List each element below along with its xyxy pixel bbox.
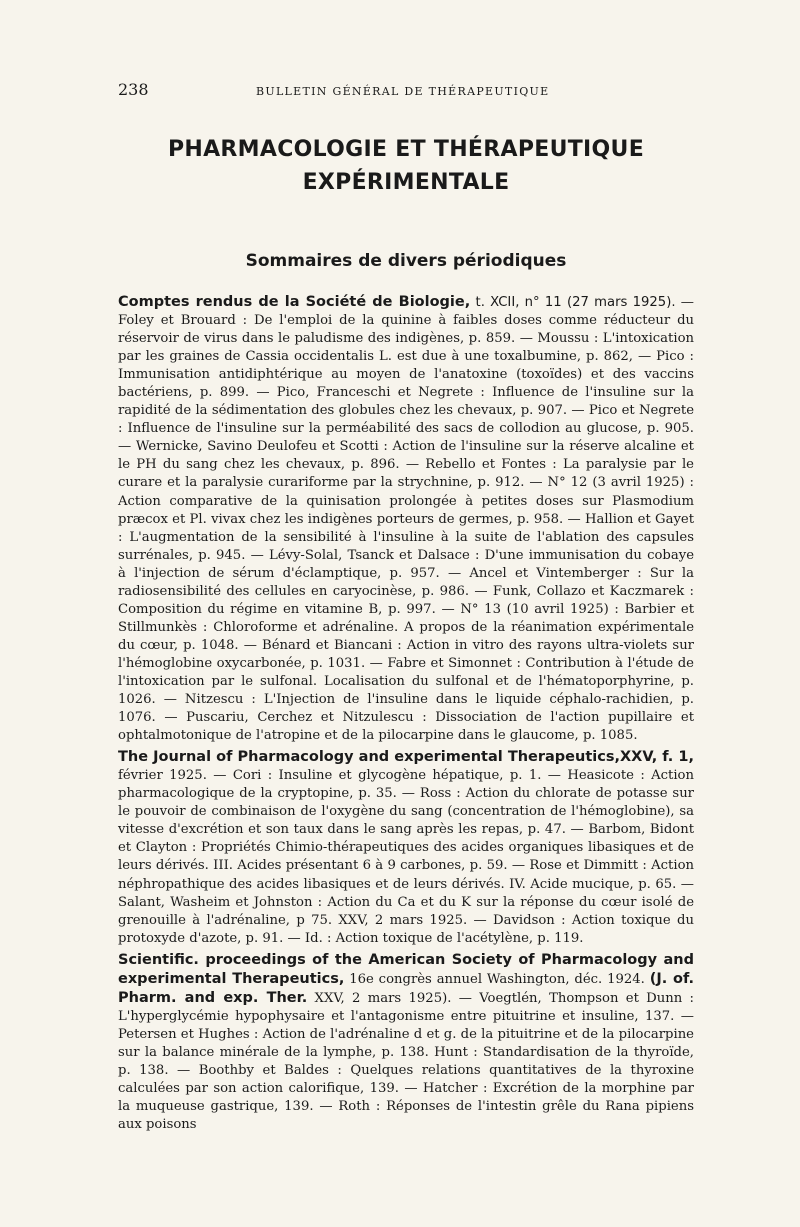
entry-body: février 1925. — Cori : Insuline et glycogène hépatique, p. 1. — Heasicote : Action pharmacologique de la cryptopine, p. 35. — Ross : Action du chlorate de potasse sur le pouvoir de combinaison de l'oxygène du sang (concentration de l'hémoglobine), sa vitesse d'excrétion et son taux dans le sang après les repas, p. 47. — Barbom, Bidont et Clayton : Propriétés Chimio-thérapeutiques des acides organiques libasiques et de leurs dérivés. III. Acides présentant 6 à 9 carbones, p. 59. — Rose et Dimmitt : Action néphropathique des acides libasiques et de leurs dérivés. IV. Acide mucique, p. 65. — Salant, Washeim et Johnston : Action du Ca et du K sur la réponse du cœur isolé de grenouille à l'adrénaline, p 75. XXV, 2 mars 1925. — Davidson : Action toxique du protoxyde d'azote, p. 91. — Id. : Action toxique de l'acétylène, p. 119. (118, 768, 694, 946)
entry-reference: XXV, f. 1, (619, 749, 695, 766)
entry-journal-of-pharmacology (118, 748, 694, 948)
page-number: 238 (118, 80, 149, 99)
section-title-line2: EXPÉRIMENTALE (302, 170, 510, 195)
entry-journal-name: Comptes rendus de la Société de Biologie, (118, 294, 471, 310)
entry-body: — Foley et Brouard : De l'emploi de la quinine à faibles doses comme réducteur du réservoir de virus dans le paludisme des indigènes, p. 859. — Moussu : L'intoxication par les graines de Cassia occidentalis L. est due à une toxalbumine, p. 862, — Pico : Immunisation antidiphtérique au moyen de l'anatoxine (toxoïdes) et des vaccins bactériens, p. 899. — Pico, Franceschi et Negrete : Influence de l'insuline sur la rapidité de la sédimentation des globules chez les chevaux, p. 907. — Pico et Negrete : Influence de l'insuline sur la perméabilité des sacs de collodion au glucose, p. 905. — Wernicke, Savino Deulofeu et Scotti : Action de l'insuline sur la réserve alcaline et le PH du sang chez les chevaux, p. 896. — Rebello et Fontes : La paralysie par le curare et la paralysie curariforme par la strychnine, p. 912. — N° 12 (3 avril 1925) : Action comparative de la quinisation prolongée à petites doses sur Plasmodium præcox et Pl. vivax chez les indigènes porteurs de germes, p. 958. — Hallion et Gayet : L'augmentation de la sensibilité à l'insuline à la suite de l'ablation des capsules surrénales, p. 945. — Lévy-Solal, Tsanck et Dalsace : D'une immunisation du cobaye à l'injection de sérum d'éclamptique, p. 957. — Ancel et Vintemberger : Sur la radiosensibilité des cellules en caryocinèse, p. 986. — Funk, Collazo et Kaczmarek : Composition du régime en vitamine B, p. 997. — N° 13 (10 avril 1925) : Barbier et Stillmunkès : Chloroforme et adrénaline. A propos de la réanimation expérimentale du cœur, p. 1048. — Bénard et Biancani : Action in vitro des rayons ultra-violets sur l'hémoglobine oxycarbonée, p. 1031. — Fabre et Simonnet : Contribution à l'étude de l'intoxication par le sulfonal. Localisation du sulfonal et de l'hématoporphyrine, p. 1026. — Nitzescu : L'Injection de l'insuline dans le liquide céphalo-rachidien, p. 1076. — Puscariu, Cerchez et Nitzulescu : Dissociation de l'action pupillaire et ophtalmotonique de l'atropine et de la pilocarpine dans le glaucome, p. 1085. (118, 295, 694, 744)
entry-journal-name: The Journal of Pharmacology and experimental Therapeutics, (118, 749, 620, 766)
entry-journal-name: Scientific. proceedings of the American Society of Pharmacology and experimental Therapeutics, (118, 951, 694, 987)
section-subtitle: Sommaires de divers périodiques (245, 251, 567, 271)
running-header (118, 80, 694, 99)
section-title-line1: PHARMACOLOGIE ET THÉRAPEUTIQUE (167, 137, 645, 162)
entry-reference: t. XCII, n° 11 (27 mars 1925). (470, 295, 676, 310)
section-title (118, 133, 694, 199)
entry-comptes-rendus (118, 293, 694, 745)
entry-body: XXV, 2 mars 1925). — Voegtlén, Thompson et Dunn : L'hyperglycémie hypophysaire et l'antagonisme entre pituitrine et insuline, 137. — Petersen et Hughes : Action de l'adrénaline d et g. de la pituitrine et de la pilocarpine sur la balance minérale de la lymphe, p. 138. Hunt : Standardisation de la thyroïde, p. 138. — Boothby et Baldes : Quelques relations quantitatives de la thyroxine calculées par son action calorifique, 139. — Hatcher : Excrétion de la morphine par la muqueuse gastrique, 139. — Roth : Réponses de l'intestin grêle du Rana pipiens aux poisons (118, 990, 694, 1133)
entry-journal-name: (J. of. Pharm. and exp. Ther. (118, 970, 694, 1006)
journal-title: BULLETIN GÉNÉRAL DE THÉRAPEUTIQUE (256, 85, 550, 98)
entry-body: 16e congrès annuel Washington, déc. 1924. (344, 971, 645, 987)
entry-scientific-proceedings (118, 951, 694, 1134)
